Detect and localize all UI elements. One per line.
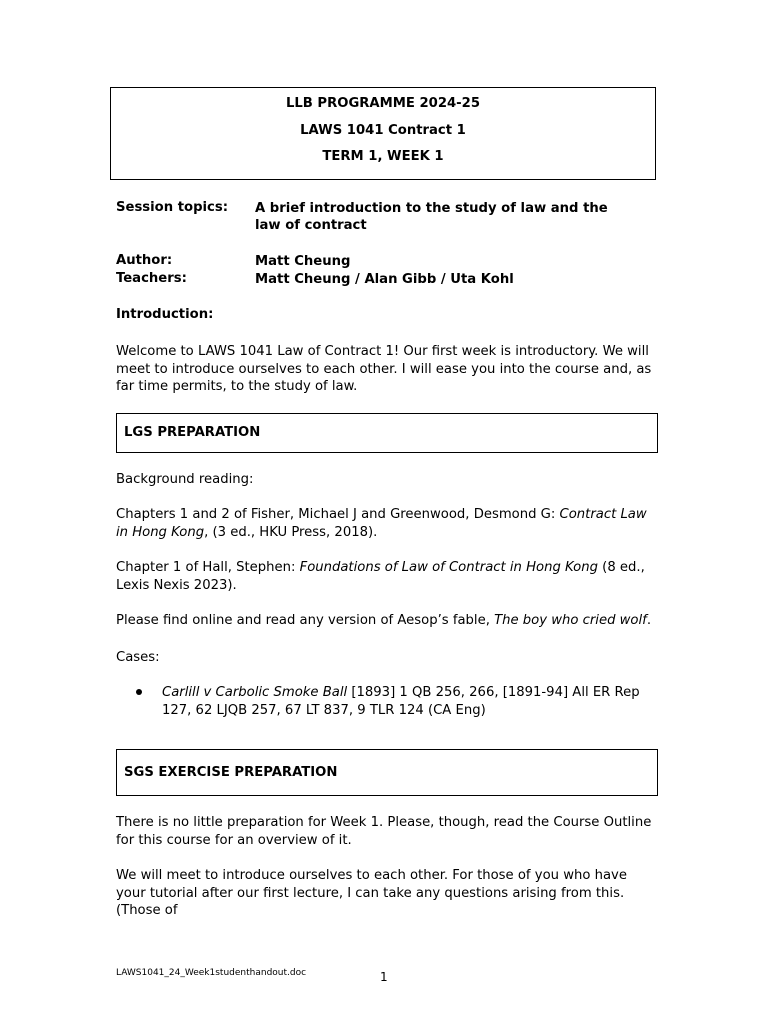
fable-prefix: Please find online and read any version of Aesop’s fable, bbox=[116, 613, 495, 628]
bullet-icon bbox=[136, 689, 142, 695]
introduction-heading: Introduction: bbox=[116, 307, 214, 322]
title-box bbox=[110, 87, 656, 180]
background-reading-label: Background reading: bbox=[116, 472, 254, 487]
author-label: Author: bbox=[116, 253, 173, 268]
term-week-title: TERM 1, WEEK 1 bbox=[322, 149, 444, 164]
reading-1 bbox=[116, 506, 656, 541]
sgs-section-box bbox=[116, 749, 658, 796]
case-1-citation: [1893] 1 QB 256, 266, [1891-94] All ER Rep 127, 62 LJQB 257, 67 LT 837, 9 TLR 124 (CA Eng) bbox=[162, 685, 640, 718]
author-value: Matt Cheung bbox=[255, 254, 351, 269]
case-1 bbox=[162, 684, 642, 719]
course-title: LAWS 1041 Contract 1 bbox=[300, 123, 466, 138]
fable-suffix: . bbox=[646, 613, 652, 628]
session-topics-value: A brief introduction to the study of law and the law of contract bbox=[255, 201, 608, 233]
fable-title: The boy who cried wolf bbox=[494, 613, 647, 628]
sgs-paragraph-1: There is no little preparation for Week 1. Please, though, read the Course Outline for this course for an overview of it. bbox=[116, 815, 652, 848]
footer-page-number: 1 bbox=[380, 970, 388, 984]
teachers-value: Matt Cheung / Alan Gibb / Uta Kohl bbox=[255, 272, 514, 287]
sgs-heading: SGS EXERCISE PREPARATION bbox=[124, 765, 338, 780]
teachers-label: Teachers: bbox=[116, 271, 187, 286]
programme-title: LLB PROGRAMME 2024-25 bbox=[285, 96, 481, 111]
reading-2 bbox=[116, 559, 656, 594]
reading-2-suffix: (8 ed., Lexis Nexis 2023). bbox=[116, 560, 645, 593]
sgs-paragraph-2: We will meet to introduce ourselves to each other. For those of you who have your tutorial after our first lecture, I can take any questions arising from this. (Those of bbox=[116, 868, 627, 919]
reading-1-title: Contract Law in Hong Kong bbox=[116, 507, 647, 540]
introduction-text: Welcome to LAWS 1041 Law of Contract 1! Our first week is introductory. We will meet to introduce ourselves to each other. I will ease you into the course and, as far time permits, to the study of law. bbox=[116, 344, 652, 395]
reading-1-suffix: , (3 ed., HKU Press, 2018). bbox=[204, 524, 378, 540]
session-topics-label: Session topics: bbox=[116, 200, 228, 215]
case-1-name: Carlill v Carbolic Smoke Ball bbox=[162, 685, 348, 700]
lgs-section-box bbox=[116, 413, 658, 453]
reading-2-title: Foundations of Law of Contract in Hong Kong bbox=[299, 560, 598, 575]
footer-filename: LAWS1041_24_Week1studenthandout.doc bbox=[116, 968, 307, 978]
reading-2-prefix: Chapter 1 of Hall, Stephen: bbox=[116, 560, 300, 575]
cases-label: Cases: bbox=[116, 650, 160, 665]
lgs-heading: LGS PREPARATION bbox=[124, 425, 261, 440]
reading-1-prefix: Chapters 1 and 2 of Fisher, Michael J and Greenwood, Desmond G: bbox=[116, 507, 560, 522]
fable-reading bbox=[116, 612, 656, 630]
